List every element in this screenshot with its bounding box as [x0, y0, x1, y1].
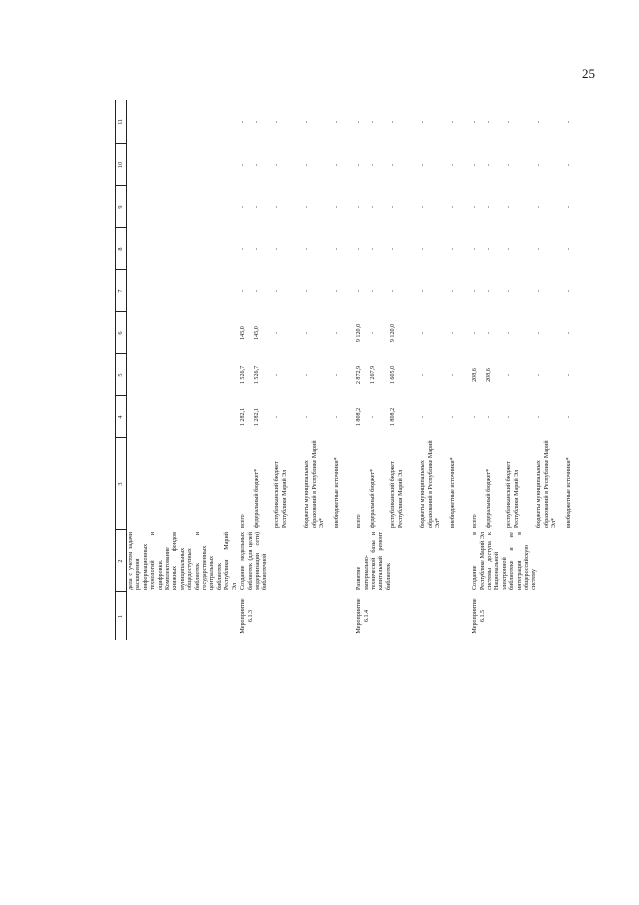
value-cell: -	[254, 163, 261, 167]
value-cell: -	[536, 163, 543, 167]
col-header-5: 5	[116, 354, 127, 396]
value-cell: -	[486, 415, 493, 419]
funding-source: республиканский бюджет Республики Марий Эл	[506, 461, 520, 528]
col-header-2: 2	[116, 530, 127, 592]
funding-source: республиканский бюджет Республики Марий Эл	[274, 461, 288, 528]
funding-source: всего	[472, 514, 479, 528]
value-cell: -	[370, 163, 377, 167]
activity-name: Создание модельных библиотек (для целей модернизации сети) библиотечной	[240, 532, 269, 590]
col-header-4: 4	[116, 396, 127, 438]
value-cell: -	[274, 373, 281, 377]
value-cell: -	[420, 163, 427, 167]
value-cell: -	[486, 247, 493, 251]
value-cell: -	[274, 331, 281, 335]
value-cell: -	[472, 120, 479, 124]
funding-source: внебюджетные источники*	[450, 457, 457, 528]
value-cell: -	[506, 331, 513, 335]
value-cell: -	[274, 163, 281, 167]
value-cell: -	[566, 247, 573, 251]
value-cell: -	[450, 373, 457, 377]
value-cell: -	[506, 415, 513, 419]
value-cell: -	[472, 331, 479, 335]
value-cell: -	[334, 289, 341, 293]
funding-source: республиканский бюджет Республики Марий Эл	[390, 461, 404, 528]
activity-code	[127, 592, 240, 640]
value-cell: 1 808,2	[390, 407, 397, 427]
funding-source: федеральный бюджет*	[486, 468, 493, 528]
value-cell: -	[356, 247, 363, 251]
value-cell: -	[390, 289, 397, 293]
value-cell: 1 282,1	[240, 407, 247, 427]
value-cell: -	[450, 163, 457, 167]
value-cell: -	[304, 247, 311, 251]
value-cell: -	[566, 373, 573, 377]
value-cell: -	[566, 289, 573, 293]
value-cell: -	[486, 120, 493, 124]
activity-description: дела с учетом задачи расширения информационных технологий и оцифровки. Комплектование книжных фондов муниципальных общедоступных библиотек и государственных центральных библиотек Республики Марий Эл	[128, 532, 238, 590]
value-cell: -	[450, 289, 457, 293]
activity-code: Мероприятие 6.1.5	[472, 598, 486, 634]
table-row	[471, 100, 485, 640]
table-row	[239, 100, 253, 640]
value-cell: -	[420, 331, 427, 335]
funding-source	[127, 438, 240, 530]
funding-source: всего	[240, 514, 247, 528]
activity-name: Развитие материально-технической базы и капитальный ремонт библиотек	[356, 532, 392, 590]
value-cell: -	[536, 205, 543, 209]
value-cell: -	[536, 415, 543, 419]
value-cell: -	[536, 247, 543, 251]
value-cell: 1 526,7	[240, 365, 247, 385]
funding-source: всего	[356, 514, 363, 528]
value-cell: -	[536, 289, 543, 293]
value-cell: -	[334, 163, 341, 167]
value-cell: -	[274, 205, 281, 209]
value-cell: 145,0	[240, 326, 247, 340]
value-cell: -	[370, 205, 377, 209]
value-cell: -	[334, 247, 341, 251]
activity-code: Мероприятие 6.1.4	[356, 598, 370, 634]
value-cell: -	[566, 205, 573, 209]
value-cell: -	[420, 289, 427, 293]
value-cell: -	[450, 205, 457, 209]
value-cell: -	[566, 415, 573, 419]
activity-name: Создание в Республике Марий Эл системы доступа к Национальной электронной библиотеке и ее интеграция в общероссийскую систему	[472, 532, 538, 590]
value-cell: -	[356, 205, 363, 209]
value-cell: -	[566, 163, 573, 167]
col-header-6: 6	[116, 312, 127, 354]
value-cell: -	[390, 120, 397, 124]
budget-table	[115, 100, 587, 640]
funding-source: бюджеты муниципальных образований в Республике Марий Эл*	[536, 440, 557, 528]
value-cell: -	[334, 205, 341, 209]
value-cell: -	[356, 289, 363, 293]
value-cell: -	[506, 120, 513, 124]
value-cell: -	[506, 163, 513, 167]
value-cell: -	[304, 373, 311, 377]
value-cell: -	[334, 373, 341, 377]
value-cell: -	[486, 163, 493, 167]
col-header-7: 7	[116, 270, 127, 312]
value-cell: -	[254, 247, 261, 251]
value-cell: -	[356, 163, 363, 167]
value-cell: -	[536, 373, 543, 377]
value-cell: 208,6	[486, 368, 493, 382]
value-cell: -	[240, 120, 247, 124]
value-cell: -	[304, 289, 311, 293]
value-cell: -	[370, 331, 377, 335]
value-cell: -	[334, 331, 341, 335]
value-cell: -	[420, 415, 427, 419]
table-row	[355, 100, 369, 640]
value-cell: -	[566, 331, 573, 335]
page-number: 25	[582, 66, 595, 81]
value-cell: -	[486, 205, 493, 209]
col-header-11: 11	[116, 100, 127, 144]
value-cell: 9 120,0	[356, 323, 363, 343]
value-cell: 1 526,7	[254, 365, 261, 385]
value-cell: -	[254, 289, 261, 293]
funding-source: внебюджетные источники*	[566, 457, 573, 528]
value-cell: -	[536, 331, 543, 335]
value-cell: -	[566, 120, 573, 124]
value-cell: -	[240, 289, 247, 293]
value-cell: -	[450, 415, 457, 419]
value-cell: -	[334, 120, 341, 124]
value-cell: -	[472, 163, 479, 167]
value-cell: -	[450, 331, 457, 335]
value-cell: -	[506, 247, 513, 251]
value-cell: -	[274, 247, 281, 251]
funding-source: бюджеты муниципальных образований в Республике Марий Эл*	[420, 440, 441, 528]
value-cell: 1 267,9	[370, 365, 377, 385]
value-cell: -	[420, 373, 427, 377]
value-cell: -	[506, 289, 513, 293]
value-cell: -	[240, 247, 247, 251]
value-cell: -	[304, 120, 311, 124]
value-cell: -	[274, 120, 281, 124]
value-cell: -	[334, 415, 341, 419]
value-cell: 1 605,0	[390, 365, 397, 385]
col-header-3: 3	[116, 438, 127, 530]
value-cell: -	[506, 373, 513, 377]
value-cell: -	[486, 289, 493, 293]
value-cell: -	[304, 415, 311, 419]
col-header-1: 1	[116, 592, 127, 640]
value-cell: -	[472, 289, 479, 293]
value-cell: -	[240, 163, 247, 167]
col-header-9: 9	[116, 186, 127, 228]
value-cell: -	[370, 415, 377, 419]
value-cell: -	[472, 415, 479, 419]
value-cell: -	[390, 163, 397, 167]
value-cell: 9 120,0	[390, 323, 397, 343]
value-cell: -	[390, 247, 397, 251]
value-cell: -	[254, 205, 261, 209]
value-cell: -	[274, 415, 281, 419]
value-cell: -	[450, 247, 457, 251]
value-cell: -	[304, 331, 311, 335]
value-cell: -	[356, 120, 363, 124]
activity-code: Мероприятие 6.1.3	[240, 598, 254, 634]
value-cell: -	[472, 205, 479, 209]
value-cell: -	[370, 289, 377, 293]
value-cell: 1 808,2	[356, 407, 363, 427]
col-header-8: 8	[116, 228, 127, 270]
value-cell: -	[274, 289, 281, 293]
value-cell: -	[486, 331, 493, 335]
funding-source: бюджеты муниципальных образований в Республике Марий Эл*	[304, 440, 325, 528]
value-cell: -	[420, 120, 427, 124]
value-cell: -	[506, 205, 513, 209]
rotated-table-container	[115, 100, 639, 640]
funding-source: федеральный бюджет*	[370, 468, 377, 528]
value-cell: -	[536, 120, 543, 124]
value-cell: -	[472, 247, 479, 251]
funding-source: внебюджетные источники*	[334, 457, 341, 528]
value-cell: -	[370, 247, 377, 251]
value-cell: -	[450, 120, 457, 124]
value-cell: 2 872,9	[356, 365, 363, 385]
value-cell: 145,0	[254, 326, 261, 340]
value-cell: -	[390, 205, 397, 209]
value-cell: -	[240, 205, 247, 209]
value-cell: -	[254, 120, 261, 124]
value-cell: -	[304, 163, 311, 167]
value-cell: -	[304, 205, 311, 209]
value-cell: 1 282,1	[254, 407, 261, 427]
value-cell: -	[370, 120, 377, 124]
header-row	[116, 100, 127, 640]
value-cell: -	[420, 247, 427, 251]
table-row-continuation	[127, 100, 240, 640]
col-header-10: 10	[116, 144, 127, 186]
value-cell: -	[420, 205, 427, 209]
funding-source: федеральный бюджет*	[254, 468, 261, 528]
value-cell: 208,6	[472, 368, 479, 382]
